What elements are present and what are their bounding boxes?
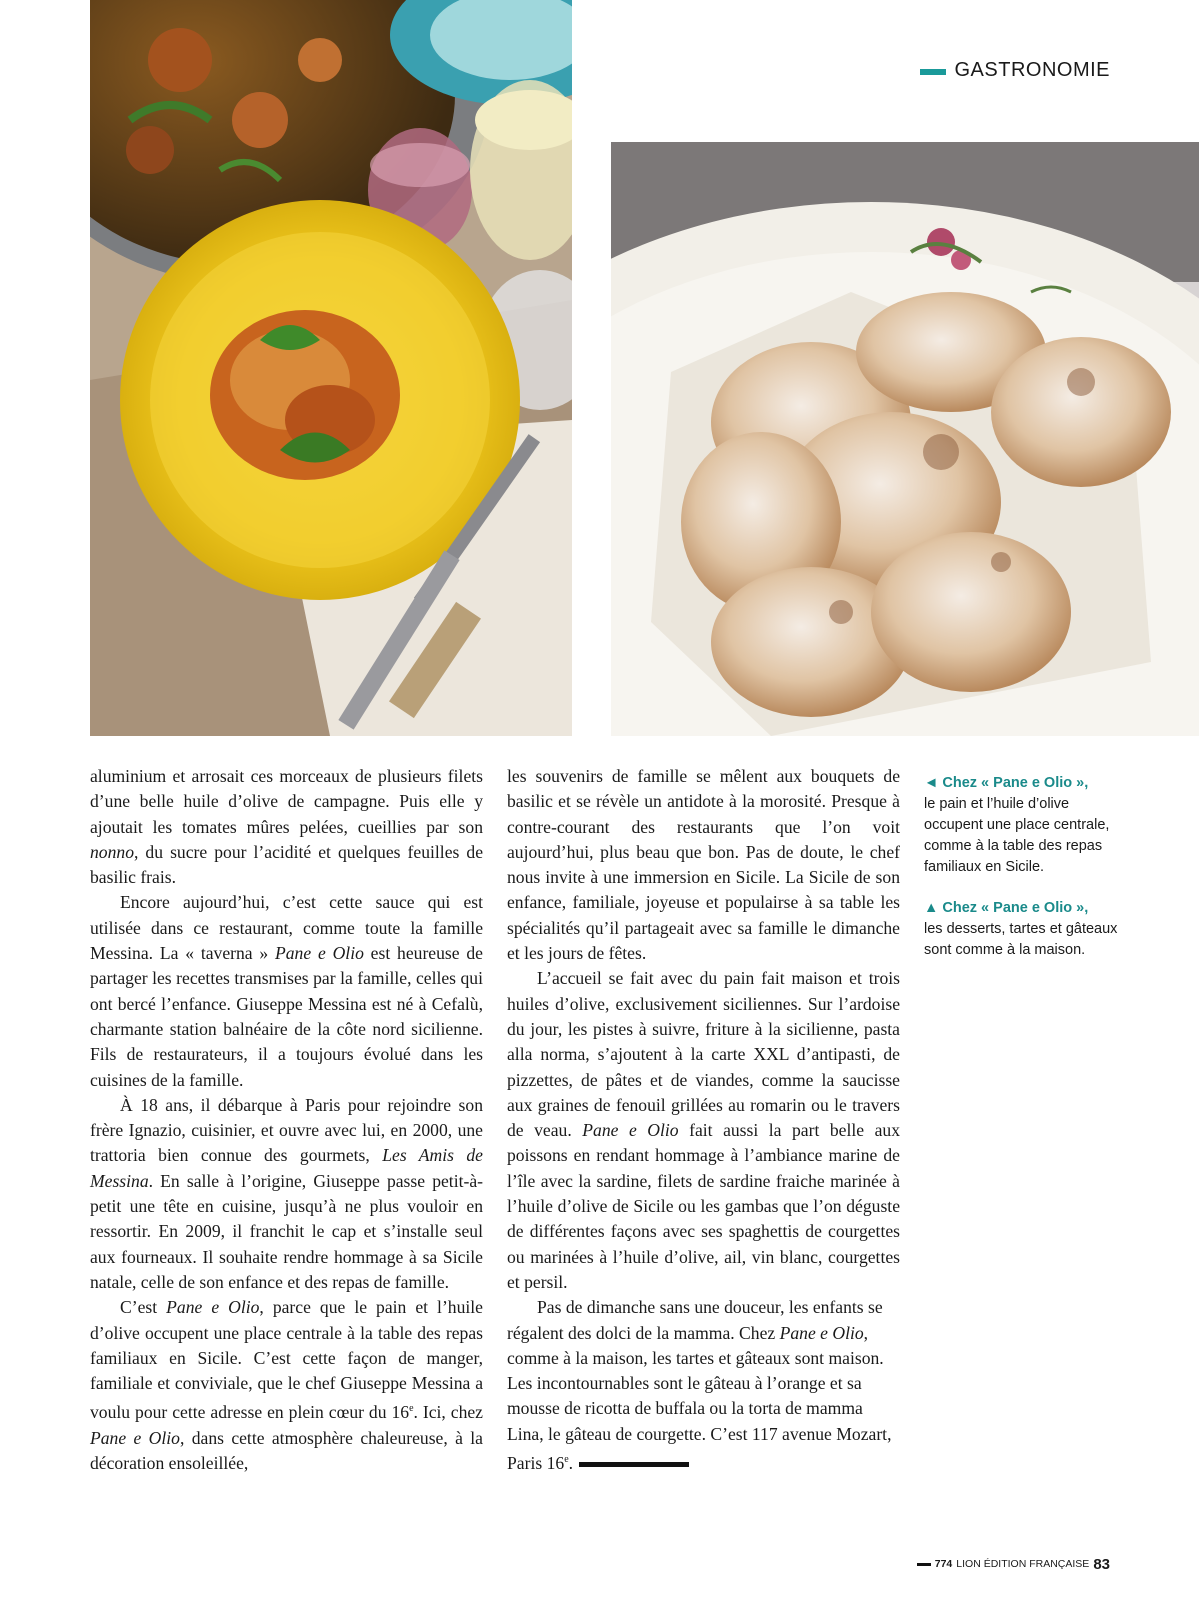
photo-pastries <box>611 142 1199 736</box>
page-number: 83 <box>1093 1555 1110 1573</box>
caption-head: ▲ Chez « Pane e Olio », <box>924 900 1089 916</box>
photo-pasta-dish <box>90 0 572 736</box>
paragraph: Encore aujourd’hui, c’est cette sauce qui est utilisée dans ce restaurant, comme toute la famille Messina. La « taverna » Pane e Olio est heureuse de partager les recettes transmises par la famille, celles qui ont bercé l’enfance. Giuseppe Messina est né à Cefalù, charmante station balnéaire de la côte nord sicilienne. Fils de restaurateurs, il a toujours évolué dans les cuisines de la famille. <box>90 892 483 1090</box>
caption-body: le pain et l’huile d’olive occupent une place centrale, comme à la table des repas familiaux en Sicile. <box>924 796 1110 875</box>
paragraph: C’est Pane e Olio, parce que le pain et l’huile d’olive occupent une place centrale à la table des repas familiaux en Sicile. C’est cette façon de manger, familiale et conviviale, que le chef Giuseppe Messina a voulu pour cette adresse en plein cœur du 16e. Ici, chez Pane e Olio, dans cette atmosphère chaleureuse, à la décoration ensoleillée, <box>90 1297 483 1473</box>
paragraph: les souvenirs de famille se mêlent aux bouquets de basilic et se révèle un antidote à la morosité. Presque à contre-courant des restaurants que l’on voit aujourd’hui, plus beau que bon. Pas de doute, le chef nous invite à une immersion en Sicile. La Sicile de son enfance, familiale, joyeuse et populairse à sa table les spécialités qu’il partageait avec sa famille le dimanche et les jours de fêtes. <box>507 766 900 964</box>
paragraph: L’accueil se fait avec du pain fait maison et trois huiles d’olive, exclusivement siciliennes. Sur l’ardoise du jour, les pistes à suivre, friture à la sicilienne, pasta alla norma, s’ajoutent à la carte XXL d’antipasti, de pizzettes, de pâtes et de viandes, comme la saucisse aux graines de fenouil grillées au romarin ou le travers de veau. Pane e Olio fait aussi la part belle aux poissons en rendant hommage à l’ambiance marine de l’île avec la sardine, filets de sardine fraiche marinée à l’huile d’olive de Sicile ou les gambas que l’on déguste de différentes façons avec ses spaghettis de courgettes ou marinées à l’huile d’olive, ail, vin blanc, courgettes et persil. <box>507 968 901 1292</box>
page-footer <box>917 1554 1110 1574</box>
footer-dash <box>917 1563 931 1566</box>
article-column-left <box>90 764 483 1476</box>
caption-head: ◄ Chez « Pane e Olio », <box>924 775 1089 791</box>
section-label: GASTRONOMIE <box>954 58 1110 81</box>
paragraph: Pas de dimanche sans une douceur, les enfants se régalent des dolci de la mamma. Chez Pane e Olio, comme à la maison, les tartes et gâteaux sont maison. Les incontournables sont le gâteau à l’orange et sa mousse de ricotta de buffala ou la torta de mamma Lina, le gâteau de courgette. C’est 117 avenue Mozart, Paris 16e. <box>507 1297 892 1473</box>
article-column-right <box>507 764 900 1476</box>
caption-body: les desserts, tartes et gâteaux sont comme à la maison. <box>924 921 1118 958</box>
section-tag <box>920 56 1110 84</box>
paragraph: À 18 ans, il débarque à Paris pour rejoindre son frère Ignazio, cuisinier, et ouvre avec lui, en 2000, une trattoria bien connue des gourmets, Les Amis de Messina. En salle à l’origine, Giuseppe passe petit-à-petit une tête en cuisine, jusqu’à ne plus vouloir en ressortir. En 2009, il franchit le cap et s’installe seul aux fourneaux. Il souhaite rendre hommage à sa Sicile natale, celle de son enfance et des repas de famille. <box>90 1094 483 1292</box>
end-of-article-rule <box>579 1462 689 1467</box>
paragraph: aluminium et arrosait ces morceaux de plusieurs filets d’une belle huile d’olive de campagne. Puis elle y ajoutait les tomates mûres pelées, cueillies par son nonno, du sucre pour l’acidité et quelques feuilles de basilic frais. <box>90 766 483 888</box>
publication-name: LION ÉDITION FRANÇAISE <box>956 1558 1090 1570</box>
caption-desserts <box>924 898 1124 961</box>
section-accent-bar <box>920 69 946 75</box>
issue-number: 774 <box>934 1558 953 1570</box>
photo-captions <box>924 773 1124 981</box>
caption-pasta <box>924 773 1124 878</box>
